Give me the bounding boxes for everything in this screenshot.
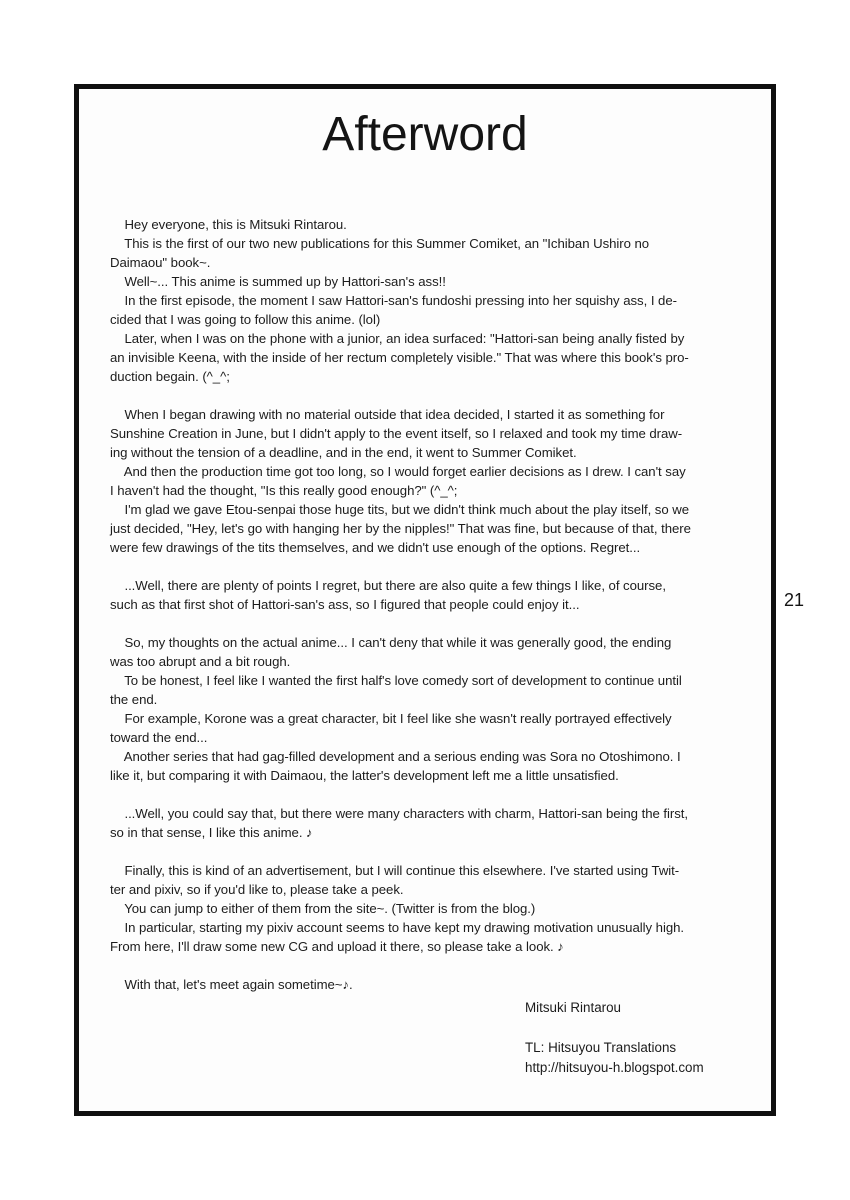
text-line: duction begain. (^_^;	[110, 369, 230, 384]
text-line: cided that I was going to follow this anime. (lol)	[110, 312, 381, 327]
text-line: toward the end...	[110, 730, 208, 745]
text-line: Sunshine Creation in June, but I didn't apply to the event itself, so I relaxed and took my time draw-	[110, 426, 683, 441]
text-line: With that, let's meet again sometime~♪.	[110, 977, 353, 992]
text-line: From here, I'll draw some new CG and upload it there, so please take a look. ♪	[110, 939, 564, 954]
text-line: To be honest, I feel like I wanted the first half's love comedy sort of development to continue until	[110, 673, 682, 688]
text-line: Daimaou" book~.	[110, 255, 211, 270]
signature-block	[525, 998, 704, 1078]
afterword-page	[74, 84, 776, 1116]
text-line: So, my thoughts on the actual anime... I can't deny that while it was generally good, the ending	[110, 635, 672, 650]
text-line	[110, 956, 770, 975]
text-line: ...Well, you could say that, but there were many characters with charm, Hattori-san being the first,	[110, 806, 688, 821]
signature-spacer	[525, 1018, 704, 1038]
translator-credit: TL: Hitsuyou Translations	[525, 1040, 677, 1055]
text-line: I haven't had the thought, "Is this really good enough?" (^_^;	[110, 483, 458, 498]
text-line: I'm glad we gave Etou-senpai those huge tits, but we didn't think much about the play itself, so we	[110, 502, 690, 517]
body-text	[110, 215, 770, 994]
text-line: Later, when I was on the phone with a junior, an idea surfaced: "Hattori-san being anally fisted by	[110, 331, 685, 346]
text-line: ...Well, there are plenty of points I regret, but there are also quite a few things I like, of course,	[110, 578, 666, 593]
page-title: Afterword	[322, 108, 528, 161]
text-line: the end.	[110, 692, 158, 707]
text-line: You can jump to either of them from the site~. (Twitter is from the blog.)	[110, 901, 536, 916]
text-line: such as that first shot of Hattori-san's ass, so I figured that people could enjoy it...	[110, 597, 580, 612]
text-line: Hey everyone, this is Mitsuki Rintarou.	[110, 217, 347, 232]
text-line: ing without the tension of a deadline, and in the end, it went to Summer Comiket.	[110, 445, 577, 460]
text-line	[110, 785, 770, 804]
text-line: so in that sense, I like this anime. ♪	[110, 825, 313, 840]
translator-url: http://hitsuyou-h.blogspot.com	[525, 1060, 704, 1075]
text-line: Another series that had gag-filled development and a serious ending was Sora no Otoshimono. I	[110, 749, 681, 764]
text-line: an invisible Keena, with the inside of her rectum completely visible." That was where this book's pro-	[110, 350, 689, 365]
text-line: just decided, "Hey, let's go with hanging her by the nipples!" That was fine, but because of that, there	[110, 521, 691, 536]
text-line: ter and pixiv, so if you'd like to, please take a peek.	[110, 882, 404, 897]
page-number: 21	[784, 590, 805, 610]
text-line: Finally, this is kind of an advertisement, but I will continue this elsewhere. I've started using Twit-	[110, 863, 680, 878]
text-line	[110, 386, 770, 405]
text-line	[110, 842, 770, 861]
text-line: In the first episode, the moment I saw Hattori-san's fundoshi pressing into her squishy ass, I de-	[110, 293, 677, 308]
text-line: Well~... This anime is summed up by Hattori-san's ass!!	[110, 274, 446, 289]
text-line: In particular, starting my pixiv account seems to have kept my drawing motivation unusually high.	[110, 920, 685, 935]
text-line: This is the first of our two new publications for this Summer Comiket, an "Ichiban Ushiro no	[110, 236, 650, 251]
text-line: When I began drawing with no material outside that idea decided, I started it as something for	[110, 407, 665, 422]
text-line: For example, Korone was a great character, bit I feel like she wasn't really portrayed effectively	[110, 711, 672, 726]
text-line	[110, 557, 770, 576]
text-line: like it, but comparing it with Daimaou, the latter's development left me a little unsatisfied.	[110, 768, 619, 783]
text-line: was too abrupt and a bit rough.	[110, 654, 291, 669]
text-line	[110, 614, 770, 633]
author-name: Mitsuki Rintarou	[525, 1000, 621, 1015]
text-line: were few drawings of the tits themselves, and we didn't use enough of the options. Regret...	[110, 540, 641, 555]
text-line: And then the production time got too long, so I would forget earlier decisions as I drew. I can't say	[110, 464, 686, 479]
